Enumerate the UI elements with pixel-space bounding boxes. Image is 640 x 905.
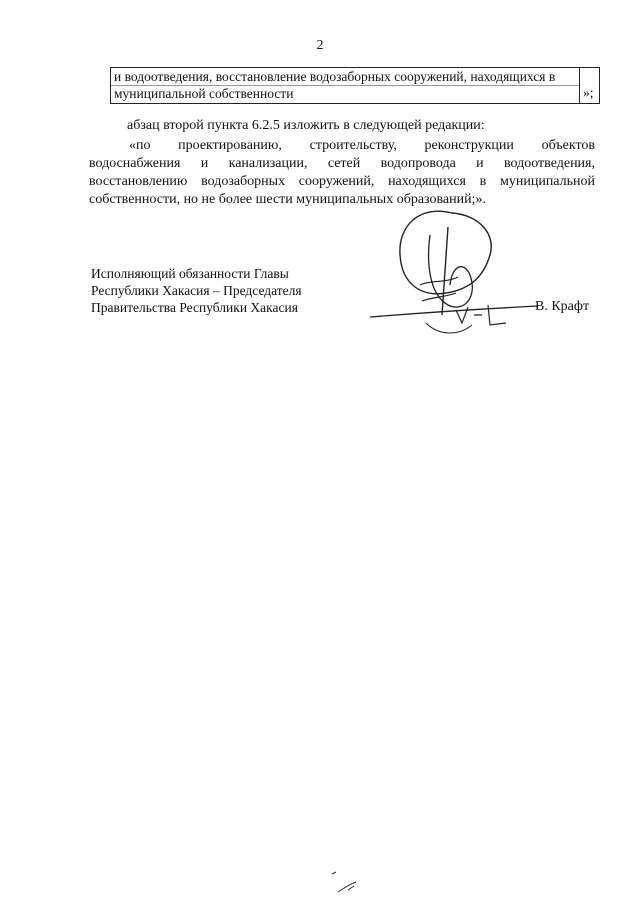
amendment-line-2: водоснабжения и канализации, сетей водопровода и водоотведения, [89,156,595,171]
handwritten-signature [360,205,540,340]
amendment-line-4: собственности, но не более шести муниципальных образований;». [89,192,487,207]
table-text-row-1: и водоотведения, восстановление водозаборных сооружений, находящихся в [114,69,556,84]
signer-title-line-1: Исполняющий обязанности Главы [91,266,289,281]
signer-title-line-2: Республики Хакасия – Председателя [91,283,302,298]
scan-mark-icon [330,870,360,894]
table-cell [110,67,580,104]
amendment-intro: абзац второй пункта 6.2.5 изложить в следующей редакции: [127,118,485,133]
amendment-line-3: восстановлению водозаборных сооружений, находящихся в муниципальной [89,174,595,189]
signer-title [91,265,302,316]
amendment-text: «по проектированию, строительству, реконструкции объектов [129,138,595,153]
closing-quote: »; [583,85,594,100]
signer-name: В. Крафт [535,299,590,314]
page-number: 2 [316,38,324,53]
table-text-row-2: муниципальной собственности [114,86,294,101]
signer-title-line-3: Правительства Республики Хакасия [91,300,298,315]
amendment-line-1 [89,137,595,155]
